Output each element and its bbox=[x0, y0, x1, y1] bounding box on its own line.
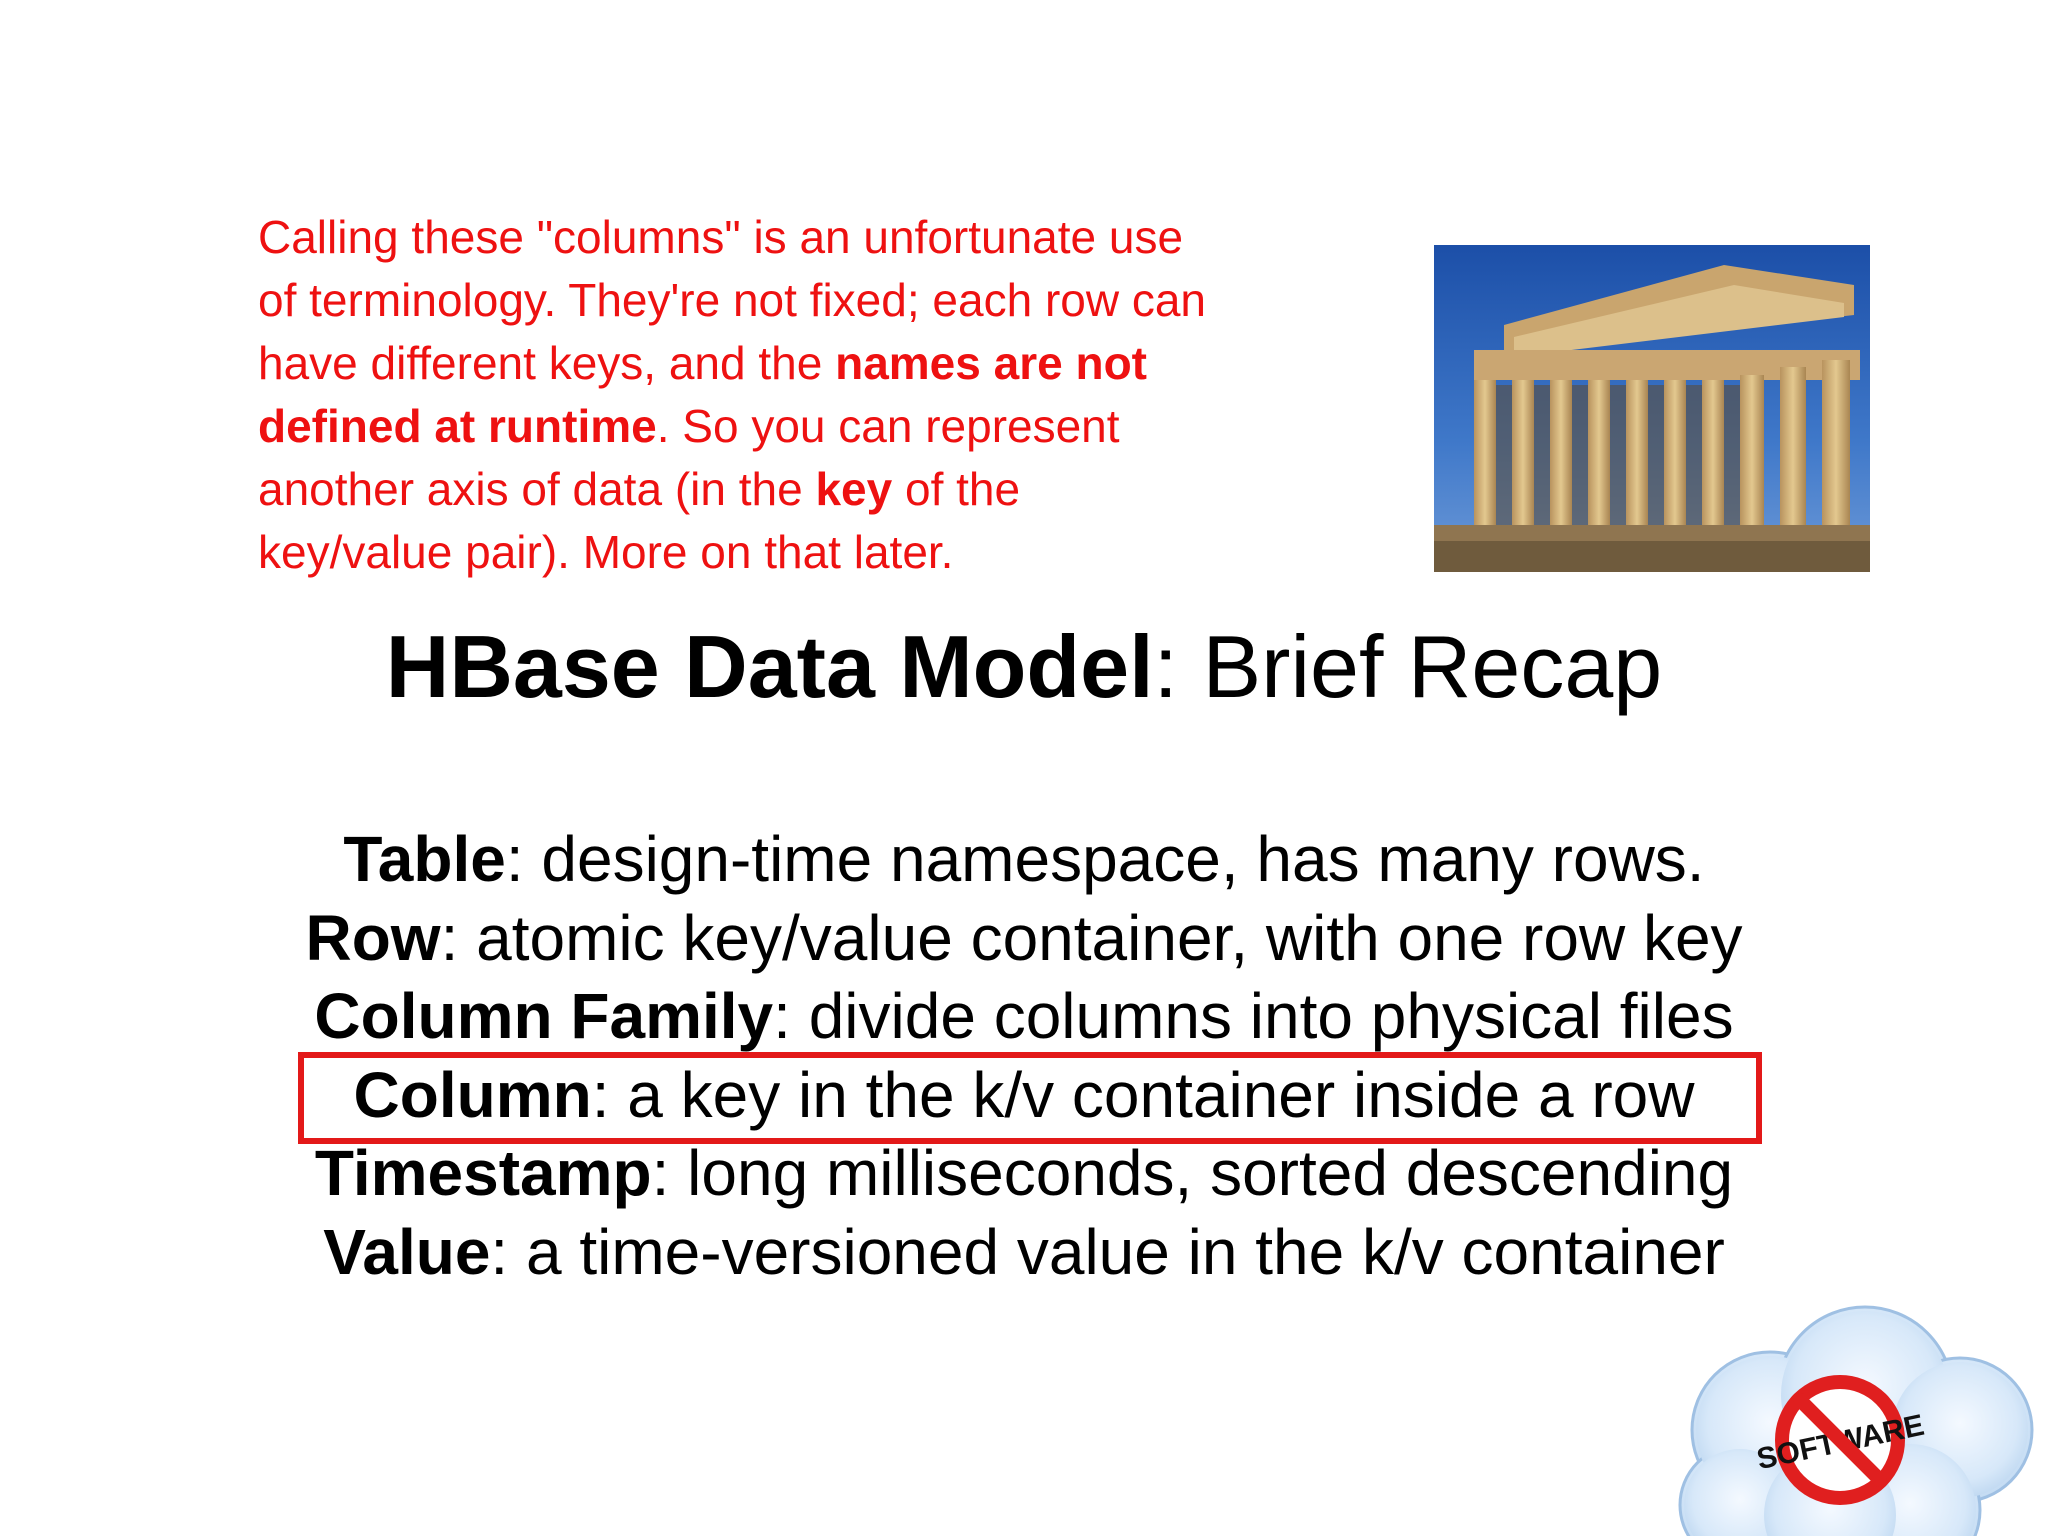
annotation-note bbox=[258, 206, 1418, 584]
note-text: of the bbox=[892, 463, 1021, 515]
definition-row-row bbox=[0, 899, 2048, 978]
definition-desc: : design-time namespace, has many rows. bbox=[505, 823, 1705, 895]
definition-desc: : a key in the k/v container inside a row bbox=[591, 1058, 1695, 1131]
definition-term: Row bbox=[305, 901, 441, 974]
definition-row-column-family bbox=[0, 977, 2048, 1056]
title-bold: HBase Data Model bbox=[385, 617, 1154, 716]
definition-desc: : atomic key/value container, with one row key bbox=[440, 901, 1743, 974]
no-software-logo bbox=[1660, 1300, 2048, 1536]
title-rest: : Brief Recap bbox=[1153, 617, 1663, 716]
note-emphasis: defined at runtime bbox=[258, 400, 657, 452]
note-line-4 bbox=[258, 395, 1418, 458]
note-text: another axis of data (in the bbox=[258, 463, 816, 515]
note-line-6: key/value pair). More on that later. bbox=[258, 526, 954, 578]
definition-row-table bbox=[0, 820, 2048, 899]
no-software-cloud-icon bbox=[1660, 1300, 2048, 1536]
definition-row-timestamp bbox=[0, 1134, 2048, 1213]
parthenon-photo bbox=[1434, 245, 1870, 572]
note-line-1: Calling these "columns" is an unfortunate use bbox=[258, 211, 1184, 263]
definition-term: Table bbox=[343, 823, 506, 895]
column-highlight-box bbox=[298, 1052, 1762, 1144]
definition-desc: : long milliseconds, sorted descending bbox=[651, 1137, 1734, 1209]
note-text: have different keys, and the bbox=[258, 337, 836, 389]
note-line-5 bbox=[258, 458, 1418, 521]
note-line-3 bbox=[258, 332, 1418, 395]
definition-row-value bbox=[0, 1213, 2048, 1292]
note-line-2: of terminology. They're not fixed; each row can bbox=[258, 274, 1207, 326]
note-emphasis: names are not bbox=[835, 337, 1147, 389]
definition-term: Value bbox=[323, 1215, 491, 1288]
definition-desc: : a time-versioned value in the k/v container bbox=[490, 1215, 1725, 1288]
definition-term: Timestamp bbox=[314, 1137, 652, 1209]
note-text: . So you can represent bbox=[656, 400, 1120, 452]
page-title bbox=[0, 612, 2048, 722]
parthenon-icon bbox=[1434, 245, 1870, 572]
definition-term: Column bbox=[353, 1058, 592, 1131]
definition-term: Column Family bbox=[314, 980, 774, 1052]
definition-desc: : divide columns into physical files bbox=[773, 980, 1734, 1052]
note-emphasis: key bbox=[815, 463, 893, 515]
